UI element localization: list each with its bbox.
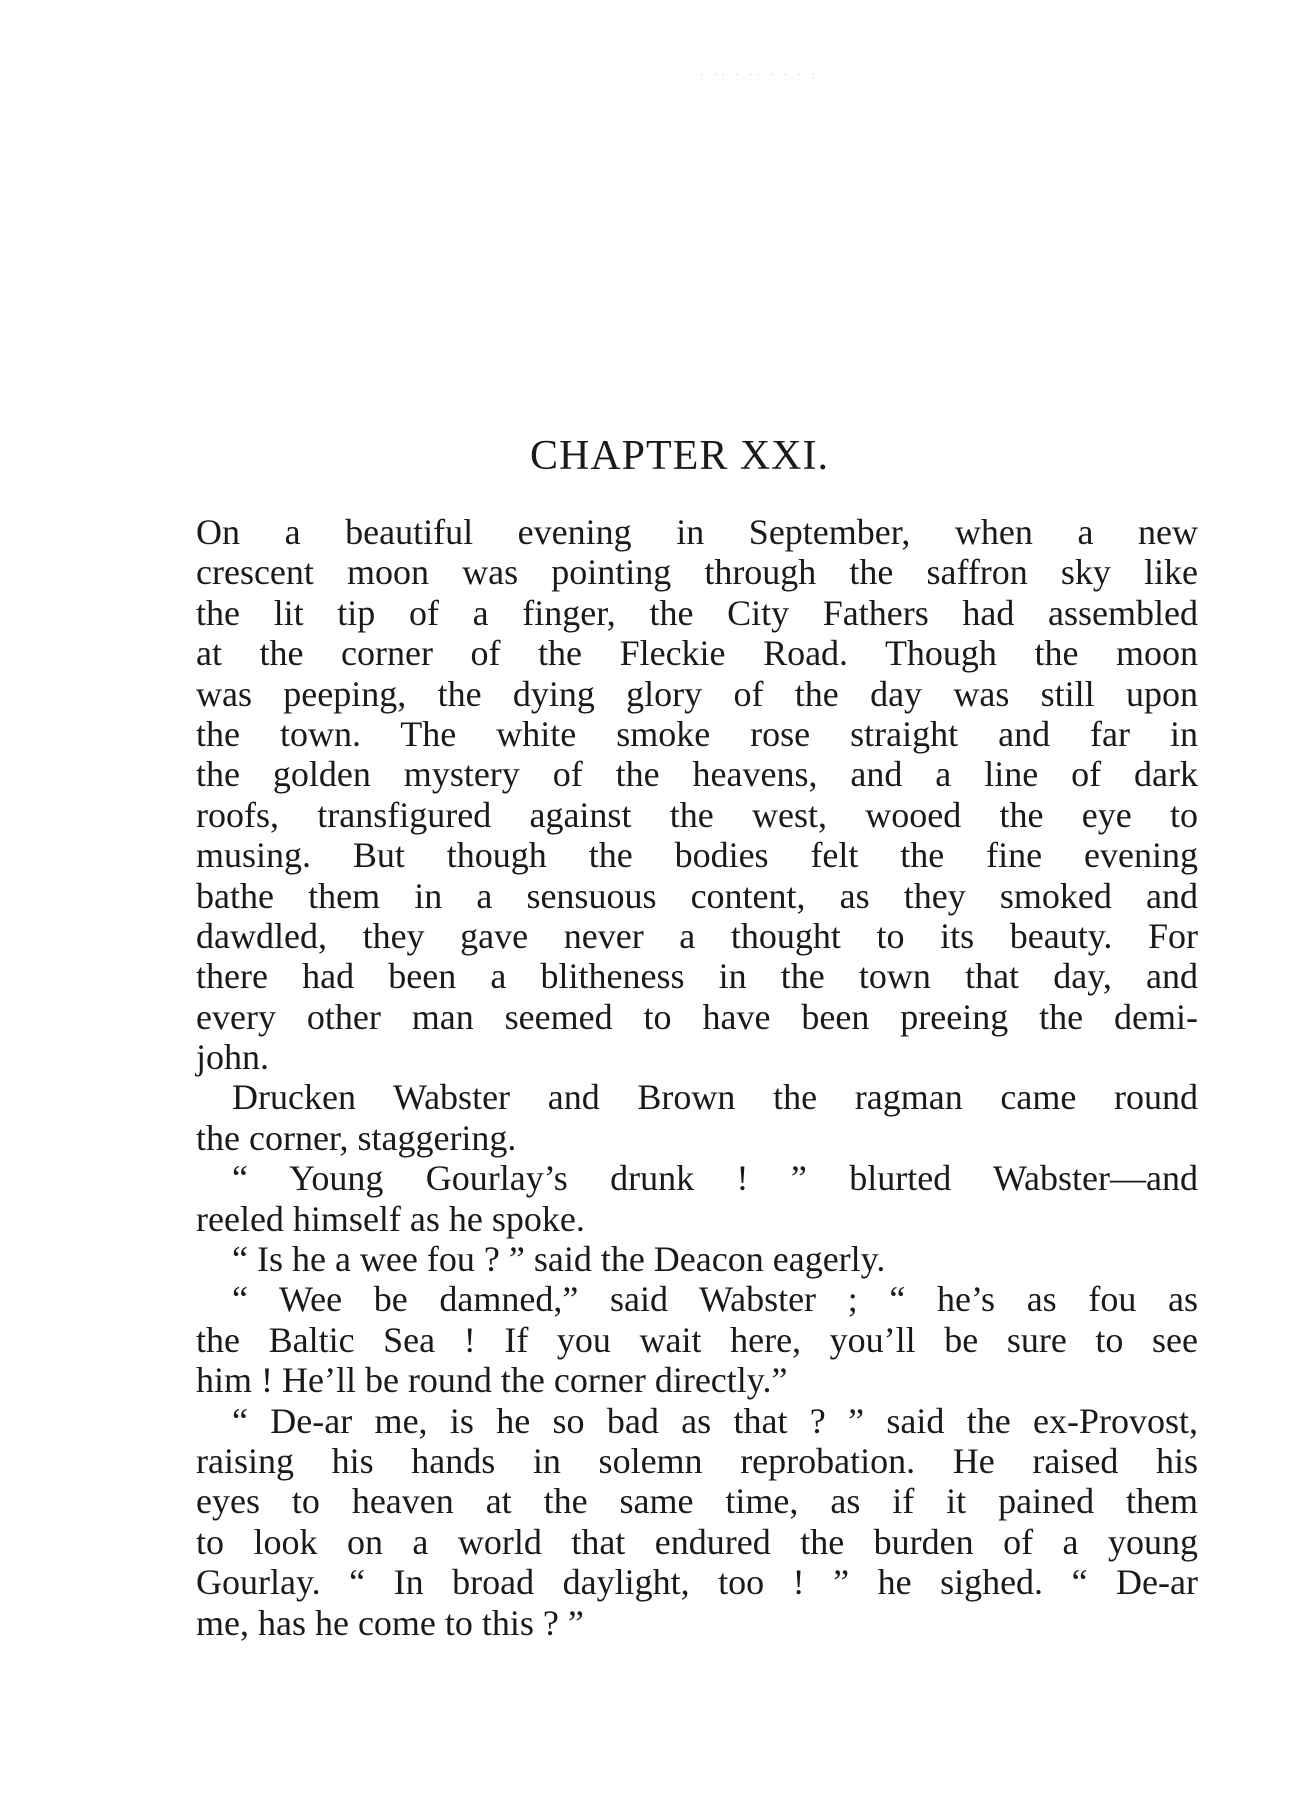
body-line: the town. The white smoke rose straight and far in xyxy=(196,713,1198,754)
body-line: bathe them in a sensuous content, as they smoked and xyxy=(196,875,1198,916)
body-line: to look on a world that endured the burden of a young xyxy=(196,1521,1198,1562)
body-line: john. xyxy=(196,1037,270,1078)
body-line: every other man seemed to have been preeing the demi- xyxy=(196,996,1198,1037)
body-line: “ Young Gourlay’s drunk ! ” blurted Wabster—and xyxy=(232,1158,1198,1199)
body-line: roofs, transfigured against the west, wooed the eye to xyxy=(196,794,1198,835)
body-line: me, has he come to this ? ” xyxy=(196,1602,584,1643)
body-line: crescent moon was pointing through the saffron sky like xyxy=(196,552,1198,593)
chapter-body xyxy=(196,512,1198,1643)
body-line: dawdled, they gave never a thought to its beauty. For xyxy=(196,915,1198,956)
scan-specks: · ·· · ·· · · · : xyxy=(700,70,819,81)
body-line: the corner, staggering. xyxy=(196,1117,517,1158)
body-line: Drucken Wabster and Brown the ragman came round xyxy=(232,1077,1198,1118)
body-line: On a beautiful evening in September, when a new xyxy=(196,512,1198,552)
body-line: musing. But though the bodies felt the fine evening xyxy=(196,835,1198,876)
body-line: “ Is he a wee fou ? ” said the Deacon eagerly. xyxy=(232,1239,886,1280)
body-line: “ De-ar me, is he so bad as that ? ” said the ex-Provost, xyxy=(232,1400,1198,1441)
body-line: there had been a blitheness in the town that day, and xyxy=(196,956,1198,997)
body-line: raising his hands in solemn reprobation. He raised his xyxy=(196,1440,1198,1481)
body-line: the lit tip of a finger, the City Fathers had assembled xyxy=(196,592,1198,633)
body-line: “ Wee be damned,” said Wabster ; “ he’s as fou as xyxy=(232,1279,1198,1320)
body-line: was peeping, the dying glory of the day was still upon xyxy=(196,673,1198,714)
body-line: eyes to heaven at the same time, as if it pained them xyxy=(196,1481,1198,1522)
body-line: him ! He’ll be round the corner directly.” xyxy=(196,1360,788,1401)
body-line: Gourlay. “ In broad daylight, too ! ” he sighed. “ De-ar xyxy=(196,1562,1198,1603)
chapter-heading: CHAPTER XXI. xyxy=(529,433,829,479)
body-line: the golden mystery of the heavens, and a line of dark xyxy=(196,754,1198,795)
body-line: at the corner of the Fleckie Road. Though the moon xyxy=(196,633,1198,674)
body-line: reeled himself as he spoke. xyxy=(196,1198,585,1239)
body-line: the Baltic Sea ! If you wait here, you’ll be sure to see xyxy=(196,1319,1198,1360)
